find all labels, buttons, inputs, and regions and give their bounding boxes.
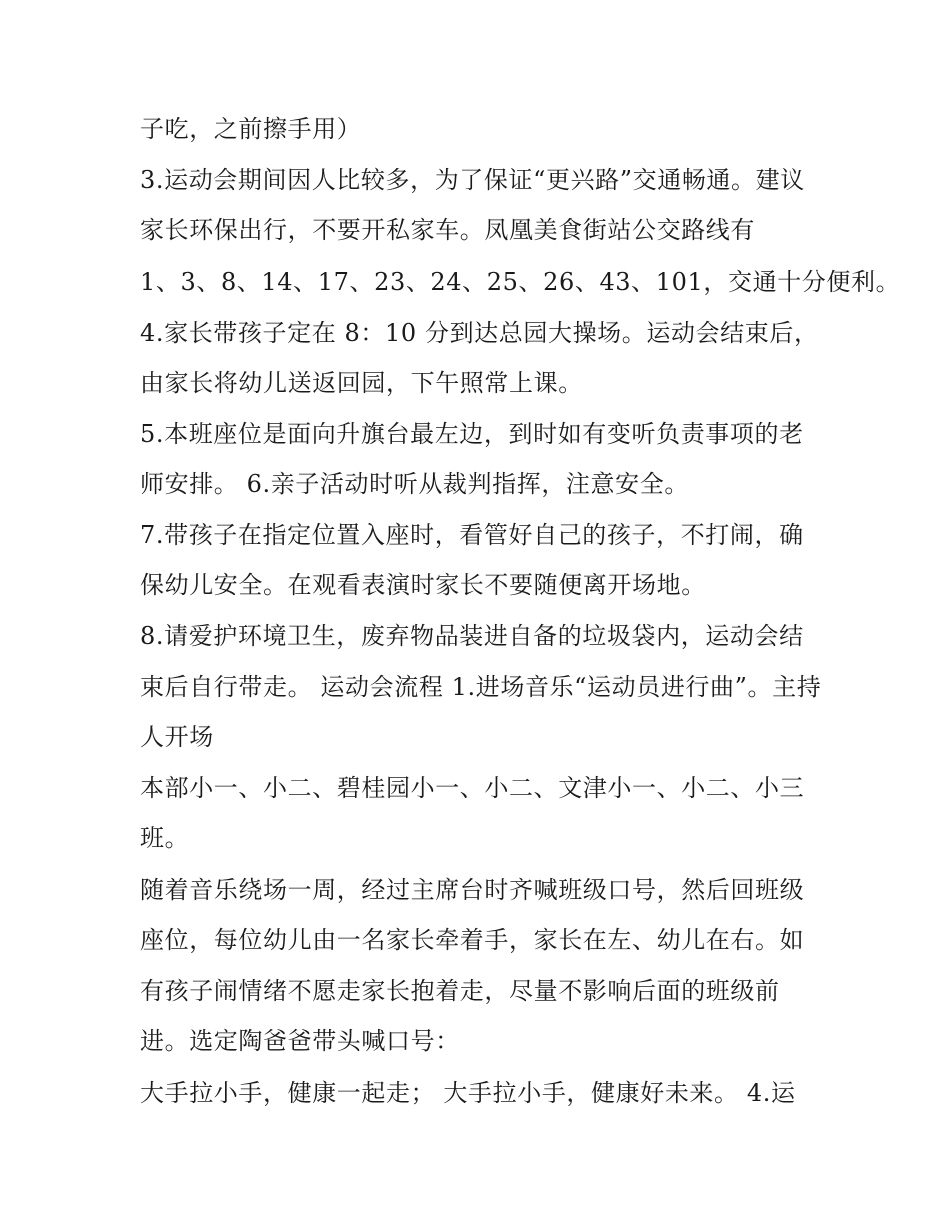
text-line-9: 7.带孩子在指定位置入座时，看管好自己的孩子，不打闹，确 (140, 521, 804, 549)
text-line-18: 有孩子闹情绪不愿走家长抱着走，尽量不影响后面的班级前 (140, 977, 780, 1005)
text-line-13: 人开场 (140, 723, 214, 751)
text-line-19: 进。选定陶爸爸带头喊口号： (140, 1027, 460, 1055)
text-line-4: 1、3、8、14、17、23、24、25、26、43、101，交通十分便利。 (140, 268, 901, 296)
text-line-5: 4.家长带孩子定在 8：10 分到达总园大操场。运动会结束后， (140, 319, 819, 347)
text-line-20: 大手拉小手，健康一起走； 大手拉小手，健康好未来。 4.运 (140, 1079, 796, 1107)
text-line-15: 班。 (140, 824, 190, 852)
text-line-14: 本部小一、小二、碧桂园小一、小二、文津小一、小二、小三 (140, 774, 805, 802)
text-line-1: 子吃，之前擦手用） (140, 115, 362, 143)
text-line-8: 师安排。 6.亲子活动时听从裁判指挥，注意安全。 (140, 470, 689, 498)
text-line-7: 5.本班座位是面向升旗台最左边，到时如有变听负责事项的老 (140, 420, 804, 448)
text-line-11: 8.请爱护环境卫生，废弃物品装进自备的垃圾袋内，运动会结 (140, 622, 804, 650)
text-line-10: 保幼儿安全。在观看表演时家长不要随便离开场地。 (140, 571, 706, 599)
text-line-6: 由家长将幼儿送返回园，下午照常上课。 (140, 369, 583, 397)
text-line-16: 随着音乐绕场一周，经过主席台时齐喊班级口号，然后回班级 (140, 876, 805, 904)
text-line-12: 束后自行带走。 运动会流程 1.进场音乐“运动员进行曲”。主持 (140, 673, 822, 701)
text-line-17: 座位，每位幼儿由一名家长牵着手，家长在左、幼儿在右。如 (140, 926, 805, 954)
text-line-2: 3.运动会期间因人比较多，为了保证“更兴路”交通畅通。建议 (140, 166, 805, 194)
text-line-3: 家长环保出行，不要开私家车。凤凰美食街站公交路线有 (140, 216, 755, 244)
